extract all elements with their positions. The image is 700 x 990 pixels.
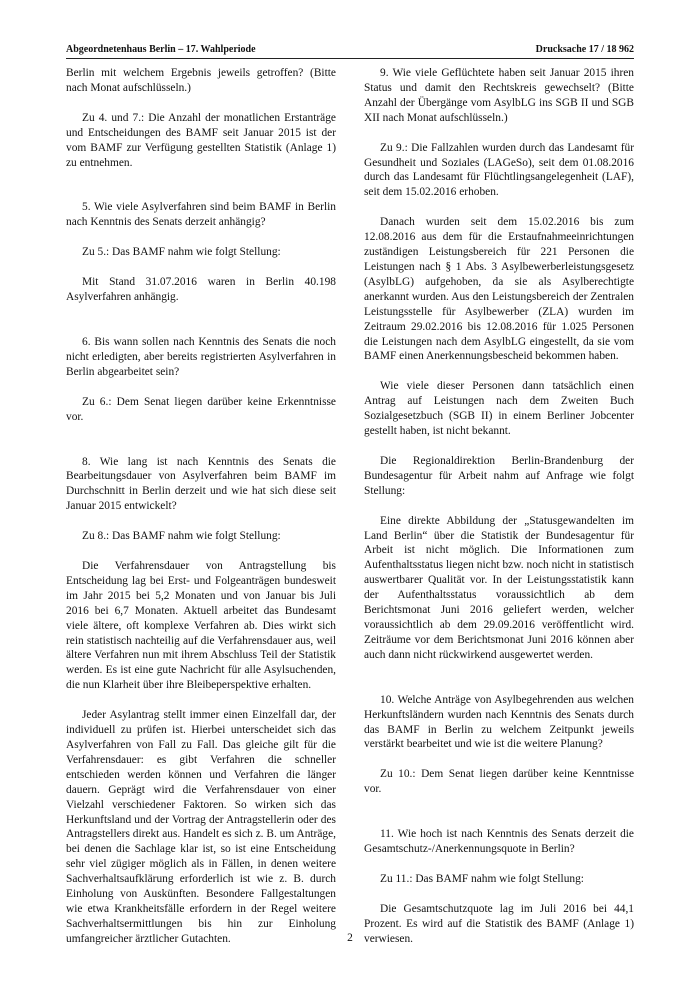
answer-5-body: Mit Stand 31.07.2016 waren in Berlin 40.198 Asylverfahren anhängig. (66, 276, 336, 304)
running-header (66, 41, 634, 57)
question-8: 8. Wie lang ist nach Kenntnis des Senats die Bearbeitungsdauer von Asylverfahren beim BAMF im Durchschnitt in Berlin derzeit und wie hat sich diese seit Januar 2015 entwickelt? (66, 455, 336, 513)
answer-9-body-4: Die Regionaldirektion Berlin-Brandenburg der Bundesagentur für Arbeit nahm auf Anfrage wie folgt Stellung: (364, 454, 634, 497)
answer-9-body-1: Zu 9.: Die Fallzahlen wurden durch das Landesamt für Gesundheit und Soziales (LAGeSo), seit dem 01.08.2016 durch das Landesamt für Flüchtlingsangelegenheit (LAF), seit dem 15.02.2016 erhoben. (364, 141, 634, 199)
header-left: Abgeordnetenhaus Berlin – 17. Wahlperiode (66, 43, 256, 55)
answer-11-body: Die Gesamtschutzquote lag im Juli 2016 bei 44,1 Prozent. Es wird auf die Statistik des BAMF (Anlage 1) verwiesen. (364, 902, 634, 945)
answer-11-intro: Zu 11.: Das BAMF nahm wie folgt Stellung: (380, 872, 584, 885)
question-9: 9. Wie viele Geflüchtete haben seit Januar 2015 ihren Status und damit den Rechtskreis gewechselt? (Bitte Anzahl der Übergänge vom AsylbLG ins SGB II und SGB XII nach Monat aufschlüsseln.) (364, 67, 634, 124)
left-column (66, 66, 336, 962)
header-right: Drucksache 17 / 18 962 (535, 43, 634, 55)
header-rule (66, 58, 634, 59)
paragraph-continued-question: Berlin mit welchem Ergebnis jeweils getroffen? (Bitte nach Monat aufschlüsseln.) (66, 67, 336, 94)
question-5: 5. Wie viele Asylverfahren sind beim BAMF in Berlin nach Kenntnis des Senats derzeit anhängig? (66, 201, 336, 229)
answer-9-body-5: Eine direkte Abbildung der „Statusgewandelten im Land Berlin“ über die Statistik der Bundesagentur für Arbeit ist nicht möglich. Die Informationen zum Aufenthaltsstatus liegen nicht bzw. noch nicht in statistisch auswertbarer Qualität vor. In der Leistungsstatistik kann der Aufenthaltsstatus voraussichtlich ab dem Berichtsmonat Juni 2016 geliefert werden, welcher voraussichtlich ab dem 29.09.2016 veröffentlicht wird. Zeiträume vor dem Berichtsmonat Juni 2016 können aber auch dann nicht rückwirkend ausgewertet werden. (364, 514, 634, 661)
answer-8-body-1: Die Verfahrensdauer von Antragstellung bis Entscheidung lag bei Erst- und Folgeanträgen bundesweit im Jahr 2015 bei 5,2 Monaten und von Januar bis Juli 2016 bei 6,7 Monaten. Aktuell arbeitet das Bundesamt viele ältere, oft komplexe Verfahren ab. Dies wirkt sich rein statistisch nachteilig auf die Verfahrensdauer aus, weil ältere Verfahren nun mit ihrem Abschluss Teil der Statistik werden. Es ist eine gute Nachricht für alle Asylsuchenden, die nun Klarheit über ihre Bleibeperspektive erhalten. (66, 560, 336, 692)
answer-8-intro: Zu 8.: Das BAMF nahm wie folgt Stellung: (82, 530, 281, 543)
answer-4-7: Zu 4. und 7.: Die Anzahl der monatlichen Erstanträge und Entscheidungen des BAMF seit Januar 2015 ist der vom BAMF zur Verfügung gestellten Statistik (Anlage 1) zu entnehmen. (66, 111, 336, 169)
question-10: 10. Welche Anträge von Asylbegehrenden aus welchen Herkunftsländern wurden nach Kenntnis des Senats durch das BAMF in Berlin zu welchem Zeitpunkt jeweils verstärkt bearbeitet und wie ist die weitere Planung? (364, 693, 634, 751)
answer-5-intro: Zu 5.: Das BAMF nahm wie folgt Stellung: (82, 246, 281, 259)
answer-9-body-2: Danach wurden seit dem 15.02.2016 bis zum 12.08.2016 aus dem für die Erstaufnahmeeinrichtungen zuständigen Leistungsbereich für 221 Personen die Leistungen nach § 1 Abs. 3 Asylbewerberleistungsgesetz (AsylbLG) aufgehoben, da sie als Asylberechtigte anerkannt wurden. Aus den Leistungsbereich der Zentralen Leistungsstelle für Asylbewerber (ZLA) wurden im Zeitraum 29.02.2016 bis 12.08.2016 für 1.025 Personen die Leistungen nach dem AsylbLG eingestellt, da sie vom BAMF einen Anerkennungsbescheid bekommen haben. (364, 216, 634, 363)
answer-6: Zu 6.: Dem Senat liegen darüber keine Erkenntnisse vor. (66, 395, 336, 423)
question-6: 6. Bis wann sollen nach Kenntnis des Senats die noch nicht erledigten, aber bereits registrierten Asylverfahren in Berlin abgearbeitet sein? (66, 335, 336, 378)
page-number: 2 (347, 932, 353, 944)
answer-8-body-2: Jeder Asylantrag stellt immer einen Einzelfall dar, der individuell zu prüfen ist. Hierbei unterscheidet sich das Asylverfahren von Fall zu Fall. Das gleiche gilt für die Verfahrensdauer: es gibt Verfahren die schneller entschieden werden können und Verfahren die länger dauern. Geprägt wird die Verfahrensdauer von einer Vielzahl verschiedener Faktoren. So wirken sich das Herkunftsland und der Vortrag der Antragstellerin oder des Antragstellers direkt aus. Handelt es sich z. B. um Anträge, bei denen die Sachlage klar ist, so ist eine Entscheidung sehr viel zügiger möglich als in Fällen, in denen weitere Sachverhaltsaufklärung erforderlich ist wie z. B. durch Einholung von Auskünften. Besondere Fallgestaltungen wie etwa Krankheitsfälle erfordern in der Regel weitere Sachverhaltsermittlungen bis hin zur Einholung umfangreicher ärztlicher Gutachten. (66, 709, 336, 945)
answer-10: Zu 10.: Dem Senat liegen darüber keine Kenntnisse vor. (364, 768, 634, 796)
answer-9-body-3: Wie viele dieser Personen dann tatsächlich einen Antrag auf Leistungen nach dem Zweiten Buch Sozialgesetzbuch (SGB II) in einem Berliner Jobcenter gestellt haben, ist nicht bekannt. (364, 380, 634, 438)
question-11: 11. Wie hoch ist nach Kenntnis des Senats derzeit die Gesamtschutz-/Anerkennungsquote in Berlin? (364, 828, 634, 856)
right-column (364, 66, 634, 962)
